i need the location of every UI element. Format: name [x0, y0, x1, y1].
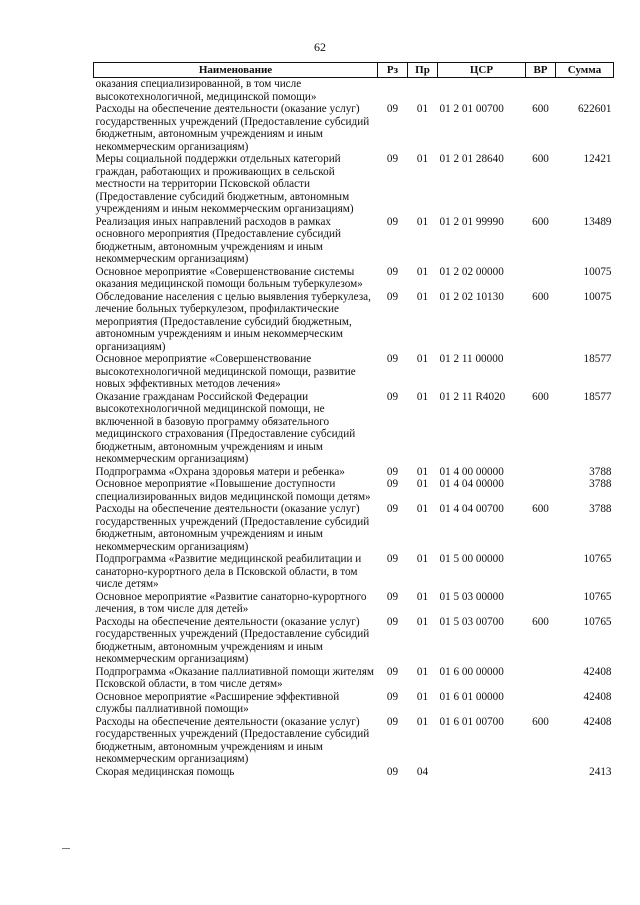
- row-csr-cell: 01 4 00 00000: [439, 465, 504, 478]
- row-name-cell: Расходы на обеспечение деятельности (оказание услуг) государственных учреждений (Предоставление субсидий бюджетным, автономным учреждениям и иным некоммерческим организациям): [95, 715, 370, 765]
- row-csr-cell: 01 2 11 00000: [439, 353, 504, 365]
- margin-mark: [62, 848, 70, 849]
- row-rz-cell: 09: [386, 390, 399, 403]
- row-csr-cell: 01 6 01 00000: [439, 690, 504, 703]
- row-sum-cell: 42408: [583, 715, 612, 728]
- row-sum-cell: 2413: [589, 765, 612, 778]
- row-pr-cell: 01: [416, 353, 429, 365]
- row-name-cell: Основное мероприятие «Расширение эффективной службы паллиативной помощи»: [95, 690, 340, 715]
- header-vr: ВР: [526, 63, 556, 78]
- row-csr-cell: 01 2 01 28640: [439, 153, 504, 165]
- row-vr-cell: 600: [532, 390, 549, 403]
- row-sum-cell: 622601: [577, 103, 612, 115]
- row-pr-cell: 01: [416, 553, 429, 565]
- row-sum-cell: 18577: [583, 390, 612, 403]
- row-rz-cell: [378, 78, 408, 104]
- page-number: 62: [314, 40, 326, 54]
- row-rz-cell: 09: [386, 215, 399, 228]
- row-pr-cell: 01: [416, 590, 429, 603]
- header-sum: Сумма: [556, 63, 614, 78]
- table-row: [94, 478, 614, 503]
- row-sum-cell: 42408: [583, 665, 612, 678]
- row-rz-cell: 09: [386, 465, 399, 478]
- row-vr-cell: [526, 353, 556, 391]
- row-name-cell: Расходы на обеспечение деятельности (оказание услуг) государственных учреждений (Предоставление субсидий бюджетным, автономным учреждениям и иным некоммерческим организациям): [95, 503, 370, 553]
- row-csr-cell: 01 2 02 10130: [439, 290, 504, 303]
- table-row: [94, 553, 614, 591]
- header-pr: Пр: [408, 63, 438, 78]
- row-rz-cell: 09: [386, 478, 399, 490]
- row-name-cell: Подпрограмма «Оказание паллиативной помощи жителям Псковской области, в том числе детям»: [95, 665, 374, 690]
- row-csr-cell: 01 2 01 00700: [439, 103, 504, 115]
- row-csr-cell: 01 6 01 00700: [439, 715, 504, 728]
- table-row: [94, 291, 614, 354]
- row-csr-cell: 01 2 11 R4020: [439, 390, 506, 403]
- row-csr-cell: 01 5 03 00000: [439, 590, 504, 603]
- row-vr-cell: [526, 466, 556, 479]
- table-row: [94, 591, 614, 616]
- row-pr-cell: 01: [416, 503, 429, 515]
- row-pr-cell: 01: [416, 715, 429, 728]
- row-pr-cell: 01: [416, 390, 429, 403]
- row-name-cell: Основное мероприятие «Повышение доступности специализированных видов медицинской помощи детям»: [95, 478, 371, 503]
- row-rz-cell: 09: [386, 590, 399, 603]
- row-sum-cell: 18577: [583, 353, 612, 365]
- row-sum-cell: 10765: [583, 615, 612, 628]
- row-vr-cell: [526, 691, 556, 716]
- row-name-cell: Реализация иных направлений расходов в рамках основного мероприятия (Предоставление субсидий бюджетным, автономным учреждениям и иным некоммерческим организациям): [95, 215, 341, 265]
- row-csr-cell: 01 5 03 00700: [439, 615, 504, 628]
- row-rz-cell: 09: [386, 103, 399, 115]
- row-pr-cell: 01: [416, 465, 429, 478]
- row-vr-cell: [526, 553, 556, 591]
- row-pr-cell: 01: [416, 615, 429, 628]
- row-sum-cell: [556, 78, 614, 104]
- row-rz-cell: 09: [386, 715, 399, 728]
- table-row: [94, 103, 614, 153]
- row-vr-cell: [526, 766, 556, 779]
- table-row: [94, 216, 614, 266]
- row-vr-cell: 600: [532, 215, 549, 228]
- row-vr-cell: [526, 666, 556, 691]
- table-row: [94, 353, 614, 391]
- row-pr-cell: 01: [416, 265, 429, 278]
- row-sum-cell: 12421: [583, 153, 612, 165]
- row-rz-cell: 09: [386, 665, 399, 678]
- row-rz-cell: 09: [386, 353, 399, 365]
- row-sum-cell: 10765: [583, 553, 612, 565]
- table-row: [94, 266, 614, 291]
- row-csr-cell: [438, 78, 526, 104]
- row-pr-cell: 01: [416, 215, 429, 228]
- row-sum-cell: 10075: [583, 265, 612, 278]
- row-rz-cell: 09: [386, 553, 399, 565]
- row-rz-cell: 09: [386, 290, 399, 303]
- table-row: [94, 691, 614, 716]
- table-row: [94, 153, 614, 216]
- table-body: [94, 78, 614, 779]
- table-row: [94, 766, 614, 779]
- row-csr-cell: 01 4 04 00000: [439, 478, 504, 490]
- table-row: [94, 716, 614, 766]
- row-vr-cell: [526, 266, 556, 291]
- row-vr-cell: 600: [532, 290, 549, 303]
- row-vr-cell: [526, 591, 556, 616]
- row-name-cell: Меры социальной поддержки отдельных категорий граждан, работающих и проживающих в сельской местности на территории Псковской области (Предоставление субсидий бюджетным, автономным учреждениям и иным некоммерческим организациям): [95, 153, 354, 215]
- table-row: [94, 616, 614, 666]
- row-csr-cell: 01 5 00 00000: [439, 553, 504, 565]
- table-row: [94, 666, 614, 691]
- row-rz-cell: 09: [386, 153, 399, 165]
- row-vr-cell: [526, 78, 556, 104]
- row-vr-cell: [526, 478, 556, 503]
- row-name-cell: Обследование населения с целью выявления туберкулеза, лечение больных туберкулезом, профилактические мероприятия (Предоставление субсидий бюджетным, автономным учреждениям и иным некоммерческим организациям): [95, 290, 371, 353]
- row-name-cell: Расходы на обеспечение деятельности (оказание услуг) государственных учреждений (Предоставление субсидий бюджетным, автономным учреждениям и иным некоммерческим организациям): [95, 615, 370, 665]
- row-rz-cell: 09: [386, 615, 399, 628]
- row-sum-cell: 13489: [583, 215, 612, 228]
- row-sum-cell: 3788: [589, 478, 612, 490]
- row-vr-cell: 600: [532, 615, 549, 628]
- header-csr: ЦСР: [438, 63, 526, 78]
- row-name-cell: Подпрограмма «Охрана здоровья матери и ребенка»: [95, 465, 345, 478]
- row-pr-cell: 01: [416, 690, 429, 703]
- row-vr-cell: 600: [532, 103, 549, 115]
- header-name: Наименование: [94, 63, 378, 78]
- row-vr-cell: 600: [532, 153, 549, 165]
- row-csr-cell: 01 4 04 00700: [439, 503, 504, 515]
- row-sum-cell: 42408: [583, 690, 612, 703]
- row-name-cell: Основное мероприятие «Совершенствование системы оказания медицинской помощи больным туберкулезом»: [95, 265, 363, 290]
- row-pr-cell: 01: [416, 290, 429, 303]
- row-pr-cell: 01: [416, 665, 429, 678]
- table-row: [94, 78, 614, 104]
- row-vr-cell: 600: [532, 715, 549, 728]
- row-csr-cell: [438, 766, 526, 779]
- row-name-cell: Подпрограмма «Развитие медицинской реабилитации и санаторно-курортного дела в Псковской области, в том числе детям»: [95, 553, 362, 590]
- row-pr-cell: 01: [416, 153, 429, 165]
- row-rz-cell: 09: [386, 265, 399, 278]
- row-sum-cell: 3788: [589, 465, 612, 478]
- row-sum-cell: 10765: [583, 590, 612, 603]
- row-pr-cell: 01: [416, 478, 429, 490]
- table-row: [94, 391, 614, 466]
- row-name-cell: Основное мероприятие «Развитие санаторно-курортного лечения, в том числе для детей»: [95, 590, 367, 615]
- budget-table: [93, 62, 614, 778]
- row-rz-cell: 09: [386, 765, 399, 778]
- row-csr-cell: 01 6 00 00000: [439, 665, 504, 678]
- row-rz-cell: 09: [386, 690, 399, 703]
- row-rz-cell: 09: [386, 503, 399, 515]
- header-rz: Рз: [378, 63, 408, 78]
- row-sum-cell: 10075: [583, 290, 612, 303]
- row-pr-cell: [408, 78, 438, 104]
- row-vr-cell: 600: [532, 503, 549, 515]
- table-header-row: [94, 63, 614, 78]
- row-name-cell: Оказание гражданам Российской Федерации высокотехнологичной медицинской помощи, не включенной в базовую программу обязательного медицинского страхования (Предоставление субсидий бюджетным, автономным учреждениям и иным некоммерческим организациям): [95, 390, 356, 465]
- row-pr-cell: 04: [416, 765, 429, 778]
- row-name-cell: Расходы на обеспечение деятельности (оказание услуг) государственных учреждений (Предоставление субсидий бюджетным, автономным учреждениям и иным некоммерческим организациям): [95, 103, 370, 153]
- row-name-cell: оказания специализированной, в том числе высокотехнологичной, медицинской помощи»: [95, 78, 317, 103]
- row-name-cell: Скорая медицинская помощь: [95, 765, 235, 778]
- row-name-cell: Основное мероприятие «Совершенствование высокотехнологичной медицинской помощи, развитие новых эффективных методов лечения»: [95, 353, 356, 390]
- row-csr-cell: 01 2 01 99990: [439, 215, 504, 228]
- row-sum-cell: 3788: [589, 503, 612, 515]
- table-row: [94, 503, 614, 553]
- table-row: [94, 466, 614, 479]
- row-pr-cell: 01: [416, 103, 429, 115]
- row-csr-cell: 01 2 02 00000: [439, 265, 504, 278]
